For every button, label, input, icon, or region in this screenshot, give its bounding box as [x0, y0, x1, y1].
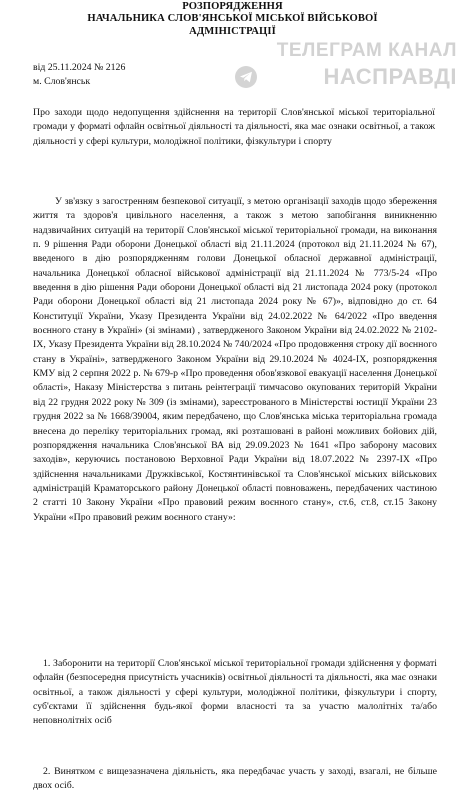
telegram-icon [235, 66, 257, 88]
watermark-line1: ТЕЛЕГРАМ КАНАЛ [276, 40, 457, 61]
preamble-text: У зв'язку з загостренням безпекової ситуації, з метою організації заходів щодо збереження життя та здоров'я цивільного населення, а також з метою запобігання виникненню надзвичайних ситуацій на території Слов'янської міської територіальної громади, на виконання п. 9 рішення Ради оборони Донецької області від 21.11.2024 (протокол від 21.11.2024 № 67), введеного в дію розпорядженням голови Донецької обласної державної адміністрації, начальника Донецької обласної військової адміністрації від 21.11.2024 № 773/5-24 «Про введення в дію рішення Ради оборони Донецької області від 21 листопада 2024 року (протокол Ради оборони Донецької області від 21 листопада 2024 року № 67)», відповідно до ст. 64 Конституції України, Указу Президента України від 24.02.2022 № 64/2022 «Про введення воєнного стану в Україні» (зі змінами) , затвердженого Законом України від 24.02.2022 № 2102-IX, Указу Президента України від 28.10.2024 № 740/2024 «Про продовження строку дії воєнного стану в Україні», затвердженого Законом України від 29.10.2024 № 4024-IX, розпорядження КМУ від 2 серпня 2022 р. № 679-р «Про проведення обов'язкової евакуації населення Донецької області», Наказу Міністерства з питань реінтеграції тимчасово окупованих територій України від 22 грудня 2022 року № 309 (із змінами), зареєстрованого в Міністерстві юстиції України 23 грудня 2022 за № 1668/39004, яким передбачено, що Слов'янська міська територіальна громада внесена до переліку територіальних громад, які розташовані в районі можливих бойових дій, розпорядження начальника Слов'янської ВА від 29.09.2023 № 1641 «Про заборону масових заходів», керуючись постановою Верховної Ради України від 18.07.2022 № 2397-IX «Про здійснення начальниками Дружківської, Костянтинівської та Слов'янської міських військових адміністрацій Краматорського району Донецької області повноважень, передбачених частиною 2 статті 10 Закону України «Про правовий режим воєнного стану», ст.6, ст.8, ст.15 Закону України «Про правовий режим воєнного стану»: [33, 196, 437, 523]
issuer-heading: НАЧАЛЬНИКА СЛОВ'ЯНСЬКОЇ МІСЬКОЇ ВІЙСЬКОВОЇ [87, 13, 378, 24]
document-type-heading: РОЗПОРЯДЖЕННЯ [182, 1, 283, 12]
issuer-heading-continued: АДМІНІСТРАЦІЇ [189, 26, 276, 37]
item-1-text: 1. Заборонити на території Слов'янської міської територіальної громади здійснення у форматі офлайн (безпосередня присутність учасників) освітньої діяльності та діяльності, яка має ознаки освітньої, а також діяльності у сфері культури, молодіжної політики, фізкультури і спорту, суб'єктами її здійснення будь-якої форми власності та за участю малолітніх та/або неповнолітніх осіб [33, 658, 437, 727]
item-2-text: 2. Винятком є вищезазначена діяльність, яка передбачає участь у заході, взагалі, не більше двох осіб. [33, 766, 437, 792]
document-city: м. Слов'янськ [33, 76, 91, 87]
watermark [233, 38, 459, 98]
document-subject [33, 106, 435, 149]
document-preamble [33, 195, 437, 525]
subject-text: Про заходи щодо недопущення здійснення на території Слов'янської міської територіальної громади у форматі офлайн освітньої діяльності та діяльності, яка має ознаки освітньої, а також діяльності у сфері культури, молодіжної політики, фізкультури і спорту [33, 107, 435, 147]
document-date-number: від 25.11.2024 № 2126 [33, 62, 126, 73]
watermark-line2: НАСПРАВДІ [323, 64, 457, 89]
document-item-1 [33, 657, 437, 729]
document-item-2 [33, 765, 437, 794]
